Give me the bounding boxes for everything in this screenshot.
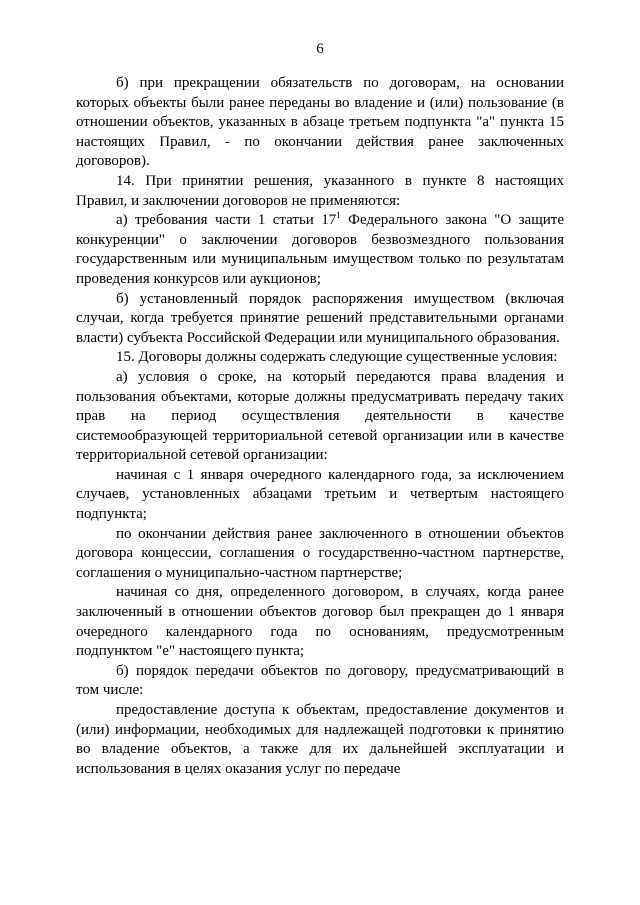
superscript: 1 [336, 210, 341, 221]
paragraph [76, 211, 564, 289]
paragraph: по окончании действия ранее заключенного в отношении объектов договора концессии, соглашения о государственно-частном партнерстве, соглашения о муниципально-частном партнерстве; [76, 525, 564, 581]
paragraph: начиная со дня, определенного договором, в случаях, когда ранее заключенный в отношении объектов договор был прекращен до 1 января очередного календарного года по основаниям, предусмотренным подпунктом "е" настоящего пункта; [76, 584, 564, 660]
paragraph: б) порядок передачи объектов по договору, предусматривающий в том числе: [76, 662, 564, 699]
paragraph: 14. При принятии решения, указанного в пункте 8 настоящих Правил, и заключении договоров не применяются: [76, 172, 564, 209]
paragraph: б) при прекращении обязательств по договорам, на основании которых объекты были ранее переданы во владение и (или) пользование (в отношении объектов, указанных в абзаце третьем подпункта "а" пункта 15 настоящих Правил, - по окончании действия ранее заключенных договоров). [76, 75, 564, 170]
paragraph: б) установленный порядок распоряжения имуществом (включая случаи, когда требуется принятие решений представительными органами власти) субъекта Российской Федерации или муниципального образования. [76, 290, 564, 346]
document-body [76, 74, 564, 779]
page-number: 6 [316, 41, 324, 57]
paragraph: предоставление доступа к объектам, предоставление документов и (или) информации, необходимых для надлежащей подготовки к принятию во владение объектов, а также для их дальнейшей эксплуатации и использования в целях оказания услуг по передаче [76, 702, 564, 777]
paragraph: начиная с 1 января очередного календарного года, за исключением случаев, установленных абзацами третьим и четвертым настоящего подпункта; [76, 466, 564, 523]
paragraph: а) условия о сроке, на который передаются права владения и пользования объектами, которые должны предусматривать передачу таких прав на период осуществления деятельности в качестве системообразующей территориальной сетевой организации или в качестве территориальной сетевой организации: [76, 368, 564, 464]
paragraph: 15. Договоры должны содержать следующие существенные условия: [116, 349, 558, 366]
paragraph-text: а) требования части 1 статьи 17 [116, 212, 337, 229]
paragraph-text: Федерального закона "О защите конкуренции" о заключении договоров безвозмездного пользования государственным или муниципальным имуществом только по результатам проведения конкурсов или аукционов; [76, 212, 564, 287]
